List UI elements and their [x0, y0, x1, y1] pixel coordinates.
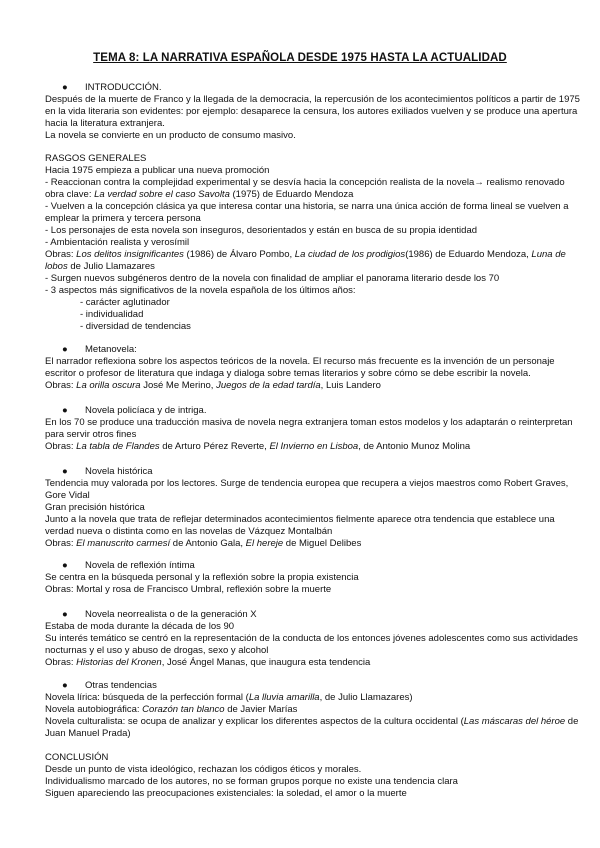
bullet-icon: ●	[62, 680, 68, 691]
paragraph-line: Juan Manuel Prada)	[45, 728, 131, 739]
paragraph-line: hacia la literatura extranjera.	[45, 118, 165, 129]
book-title: Luna de	[531, 249, 566, 260]
section-heading-metanovela: ● Metanovela:	[62, 344, 137, 355]
book-title: La orilla oscura	[76, 380, 141, 391]
paragraph-line: Gran precisión histórica	[45, 502, 145, 513]
book-title: Los delitos insignificantes	[76, 249, 184, 260]
paragraph-line: Obras: Historias del Kronen, José Ángel Manas, que inaugura esta tendencia	[45, 657, 371, 668]
paragraph-line: verdad nueva o distinta como en las novelas de Vázquez Montalbán	[45, 526, 333, 537]
section-otras-tendencias	[45, 680, 579, 740]
section-metanovela	[45, 344, 565, 392]
paragraph-line: - Vuelven a la concepción clásica ya que interesa contar una historia, se narra una única acción de forma lineal se vuelven a	[45, 201, 569, 212]
paragraph-line: - Reaccionan contra la complejidad experimental y se desvía hacia la concepción realista de la novela→ realismo renovado	[45, 177, 565, 188]
paragraph-line: Tendencia muy valorada por los lectores. Surge de tendencia europea que recupera a viejos maestros como Robert Graves,	[45, 478, 569, 489]
paragraph-line: Individualismo marcado de los autores, no se forman grupos porque no existe una tendencia clara	[45, 776, 458, 787]
book-title: El Invierno en Lisboa	[269, 441, 359, 452]
book-title: lobos	[45, 261, 68, 272]
paragraph-line: Obras: Mortal y rosa de Francisco Umbral, reflexión sobre la muerte	[45, 584, 332, 595]
section-historica	[45, 466, 569, 550]
paragraph-line: en la vida literaria son evidentes: por ejemplo: desaparece la censura, los autores exiliados vuelven y se produce una apertura	[45, 106, 578, 117]
section-heading-policiaca: ● Novela policíaca y de intriga.	[62, 405, 207, 416]
book-title: El hereje	[245, 538, 284, 549]
paragraph-line: Desde un punto de vista ideológico, rechazan los códigos éticos y morales.	[45, 764, 362, 775]
list-item: - diversidad de tendencias	[80, 321, 191, 332]
bullet-icon: ●	[62, 609, 68, 620]
section-rasgos-generales	[45, 153, 569, 333]
paragraph-line: Su interés temático se centró en la representación de la conducta de los entonces jóvenes adolescentes como sus actividades	[45, 633, 578, 644]
section-introduccion	[45, 82, 580, 142]
paragraph-line: emplear la primera y tercera persona	[45, 213, 201, 224]
paragraph-line: para servir otros fines	[45, 429, 137, 440]
paragraph-line: escritor o profesor de literatura que indaga y dialoga sobre temas literarios y sobre cómo se debe escribir la novela.	[45, 368, 531, 379]
section-conclusion	[45, 752, 565, 800]
paragraph-line: - 3 aspectos más significativos de la novela española de los últimos años:	[45, 285, 356, 296]
list-item: - carácter aglutinador	[80, 297, 170, 308]
paragraph-line: Siguen apareciendo las preocupaciones existenciales: la soledad, el amor o la muerte	[45, 788, 407, 799]
book-title: Historias del Kronen	[76, 657, 162, 668]
book-title: El manuscrito carmesí	[76, 538, 171, 549]
list-item: - individualidad	[80, 309, 144, 320]
paragraph-line: - Surgen nuevos subgéneros dentro de la novela con finalidad de ampliar el panorama literario desde los 70	[45, 273, 500, 284]
section-heading-neorrealista: ● Novela neorrealista o de la generación X	[62, 609, 257, 620]
paragraph-line: obra clave: La verdad sobre el caso Savolta (1975) de Eduardo Mendoza	[45, 189, 354, 200]
paragraph-line: - Los personajes de esta novela son inseguros, desorientados y están en busca de su propia identidad	[45, 225, 478, 236]
section-neorrealista	[45, 609, 578, 669]
book-title: La ciudad de los prodigios	[294, 249, 406, 260]
section-policiaca	[45, 405, 573, 453]
paragraph-line: En los 70 se produce una traducción masiva de novela negra extranjera toman estos modelos y los adaptarán o reinterpretan	[45, 417, 573, 428]
paragraph-line: nocturnas y el uso y abuso de drogas, sexo y alcohol	[45, 645, 269, 656]
paragraph-line: Novela autobiográfica: Corazón tan blanco de Javier Marías	[45, 704, 298, 715]
section-reflexion-intima	[45, 560, 565, 596]
paragraph-line: La novela se convierte en un producto de consumo masivo.	[45, 130, 296, 141]
book-title: La lluvia amarilla	[248, 692, 320, 703]
paragraph-line: El narrador reflexiona sobre los aspectos teóricos de la novela. El recurso más frecuente es la invención de un personaje	[45, 356, 555, 367]
section-heading-conclusion: CONCLUSIÓN	[45, 752, 109, 763]
bullet-icon: ●	[62, 466, 68, 477]
paragraph-line: Gore Vidal	[45, 490, 90, 501]
paragraph-line: Se centra en la búsqueda personal y la reflexión sobre la propia existencia	[45, 572, 359, 583]
paragraph-line: Obras: Los delitos insignificantes (1986) de Álvaro Pombo, La ciudad de los prodigios(1986) de Eduardo Mendoza, Luna de	[45, 249, 566, 260]
section-heading-rasgos: RASGOS GENERALES	[45, 153, 147, 164]
paragraph-line: - Ambientación realista y verosímil	[45, 237, 190, 248]
paragraph-line: lobos de Julio Llamazares	[45, 261, 155, 272]
bullet-icon: ●	[62, 405, 68, 416]
paragraph-line: Junto a la novela que trata de reflejar determinados acontecimientos fielmente aparece otra tendencia que establece una	[45, 514, 555, 525]
book-title: Las máscaras del héroe	[463, 716, 566, 727]
section-heading-intima: ● Novela de reflexión íntima	[62, 560, 195, 571]
paragraph-line: Obras: La orilla oscura José Me Merino, Juegos de la edad tardía, Luis Landero	[45, 380, 381, 391]
section-heading-introduccion: ● INTRODUCCIÓN.	[62, 82, 162, 93]
paragraph-line: Novela culturalista: se ocupa de analizar y explicar los diferentes aspectos de la cultura occidental (Las máscaras del héroe de	[45, 716, 579, 727]
paragraph-line: Novela lírica: búsqueda de la perfección formal (La lluvia amarilla, de Julio Llamazares)	[45, 692, 413, 703]
page-title: TEMA 8: LA NARRATIVA ESPAÑOLA DESDE 1975 HASTA LA ACTUALIDAD	[93, 52, 507, 64]
section-heading-historica: ● Novela histórica	[62, 466, 153, 477]
bullet-icon: ●	[62, 344, 68, 355]
book-title: Juegos de la edad tardía	[216, 380, 321, 391]
paragraph-line: Estaba de moda durante la década de los 90	[45, 621, 235, 632]
book-title: Corazón tan blanco	[142, 704, 225, 715]
paragraph-line: Obras: La tabla de Flandes de Arturo Pérez Reverte, El Invierno en Lisboa, de Antonio Munoz Molina	[45, 441, 471, 452]
paragraph-line: Hacia 1975 empieza a publicar una nueva promoción	[45, 165, 270, 176]
paragraph-line: Obras: El manuscrito carmesí de Antonio Gala, El hereje de Miguel Delibes	[45, 538, 362, 549]
book-title: La verdad sobre el caso Savolta	[94, 189, 230, 200]
section-heading-otras: ● Otras tendencias	[62, 680, 157, 691]
book-title: La tabla de Flandes	[76, 441, 160, 452]
bullet-icon: ●	[62, 560, 68, 571]
bullet-icon: ●	[62, 82, 68, 93]
paragraph-line: Después de la muerte de Franco y la llegada de la democracia, la repercusión de los acontecimientos políticos a partir de 1975	[45, 94, 580, 105]
